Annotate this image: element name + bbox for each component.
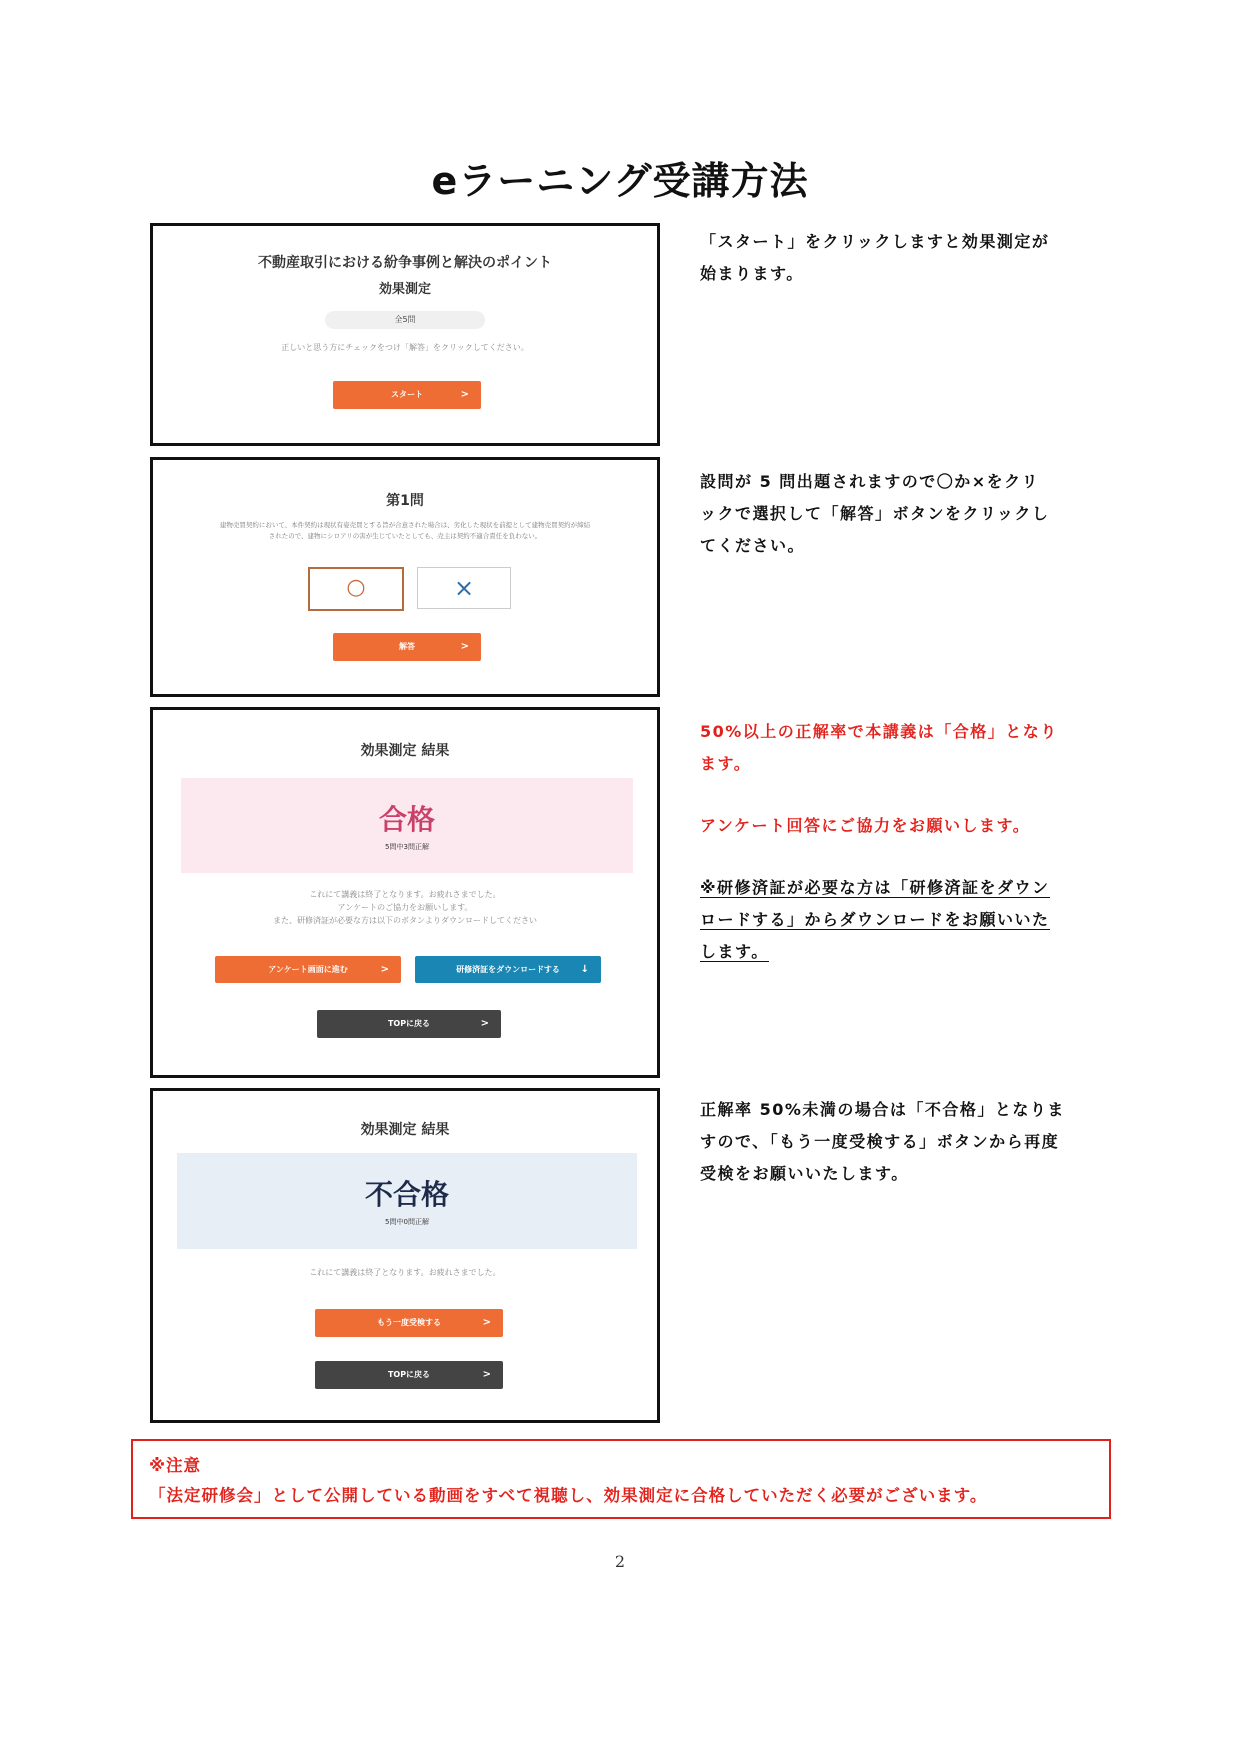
description-line: ます。 <box>700 754 752 773</box>
screenshot-pass-result <box>150 707 660 1078</box>
question-text-line: 建物売買契約において、本件契約は現状有姿売買とする旨が合意された場合は、劣化した現状を前提として建物売買契約が締結 <box>219 521 591 529</box>
option-false-button[interactable] <box>417 567 511 609</box>
note-line <box>700 872 1080 904</box>
instruction-text: 正しいと思う方にチェックをつけ「解答」をクリックしてください。 <box>281 343 529 352</box>
result-messages <box>153 888 657 927</box>
result-message: これにて講義は終了となります。お疲れさまでした。 <box>309 1268 501 1277</box>
screenshot-fail-result <box>150 1088 660 1423</box>
page-number: 2 <box>614 1552 626 1571</box>
description-line: てください。 <box>700 536 806 555</box>
description-line: ックで選択して「解答」ボタンをクリックし <box>700 504 1050 523</box>
notice-text: 「法定研修会」として公開している動画をすべて視聴し、効果測定に合格していただく必要がございます。 <box>149 1486 988 1505</box>
result-title: 効果測定 結果 <box>360 743 450 759</box>
survey-button-label: アンケート画面に進む <box>268 965 348 974</box>
answer-button-label: 解答 <box>399 642 415 651</box>
retry-button-label: もう一度受検する <box>377 1318 441 1327</box>
download-icon: ↓ <box>580 964 589 975</box>
start-button-label: スタート <box>391 390 423 399</box>
chevron-right-icon: > <box>380 964 389 975</box>
fail-result-panel <box>177 1153 637 1249</box>
notice-box <box>131 1439 1111 1519</box>
message-line: また、研修済証が必要な方は以下のボタンよりダウンロードしてください <box>273 916 537 925</box>
course-title: 不動産取引における紛争事例と解決のポイント <box>258 255 552 271</box>
description-line: すので、「もう一度受検する」ボタンから再度 <box>700 1132 1060 1151</box>
description-line: 設問が 5 問出題されますので〇か×をクリ <box>700 472 1040 491</box>
measurement-subtitle: 効果測定 <box>378 282 431 297</box>
pass-result-panel <box>181 778 633 873</box>
question-count-pill <box>325 311 485 329</box>
page-title: eラーニング受講方法 <box>431 159 809 203</box>
question-text <box>153 520 657 542</box>
top-button[interactable] <box>317 1010 501 1038</box>
message-line: これにて講義は終了となります。お疲れさまでした。 <box>309 890 501 899</box>
chevron-right-icon: > <box>460 641 469 652</box>
survey-button[interactable] <box>215 956 401 983</box>
description-line: アンケート回答にご協力をお願いします。 <box>700 816 1031 835</box>
fail-result-label: 不合格 <box>364 1178 449 1211</box>
chevron-right-icon: > <box>460 389 469 400</box>
score-label: 5問中3問正解 <box>385 843 429 851</box>
question-count-label: 全5問 <box>394 315 416 324</box>
note-line-text: します。 <box>700 942 769 961</box>
start-button[interactable] <box>333 381 481 409</box>
download-certificate-button[interactable] <box>415 956 601 983</box>
description-question <box>700 466 1080 562</box>
notice-title: ※注意 <box>149 1456 202 1475</box>
retry-button[interactable] <box>315 1309 503 1337</box>
note-line-text: ※研修済証が必要な方は「研修済証をダウン <box>700 878 1050 897</box>
top-button-label: TOPに戻る <box>387 1370 431 1379</box>
chevron-right-icon: > <box>482 1317 491 1328</box>
description-line: 始まります。 <box>700 264 804 283</box>
option-true-button[interactable] <box>308 567 404 611</box>
score-label: 5問中0問正解 <box>385 1218 429 1226</box>
description-line: 正解率 50%未満の場合は「不合格」となりま <box>700 1100 1065 1119</box>
screenshot-start-screen <box>150 223 660 446</box>
description-line: 受検をお願いいたします。 <box>700 1164 909 1183</box>
description-line: 「スタート」をクリックしますと効果測定が <box>700 232 1050 251</box>
note-line <box>700 904 1080 936</box>
chevron-right-icon: > <box>482 1369 491 1380</box>
question-title: 第1問 <box>386 493 424 509</box>
chevron-right-icon: > <box>480 1018 489 1029</box>
description-pass <box>700 716 1080 968</box>
pass-result-label: 合格 <box>378 803 435 836</box>
top-button-label: TOPに戻る <box>387 1019 431 1028</box>
result-title: 効果測定 結果 <box>360 1122 450 1138</box>
screenshot-question-screen <box>150 457 660 697</box>
note-line-text: ロードする」からダウンロードをお願いいた <box>700 910 1050 929</box>
description-fail <box>700 1094 1080 1190</box>
cross-icon: × <box>453 574 475 602</box>
description-start <box>700 226 1080 290</box>
certificate-note <box>700 872 1080 968</box>
note-line <box>700 936 1080 968</box>
download-button-label: 研修済証をダウンロードする <box>456 965 560 974</box>
circle-icon: ○ <box>346 575 366 600</box>
question-text-line: されたので、建物にシロアリの害が生じていたとしても、売主は契約不適合責任を負わない。 <box>268 532 542 540</box>
answer-button[interactable] <box>333 633 481 661</box>
description-line: 50%以上の正解率で本講義は「合格」となり <box>700 722 1058 741</box>
top-button[interactable] <box>315 1361 503 1389</box>
message-line: アンケートのご協力をお願いします。 <box>337 903 473 912</box>
